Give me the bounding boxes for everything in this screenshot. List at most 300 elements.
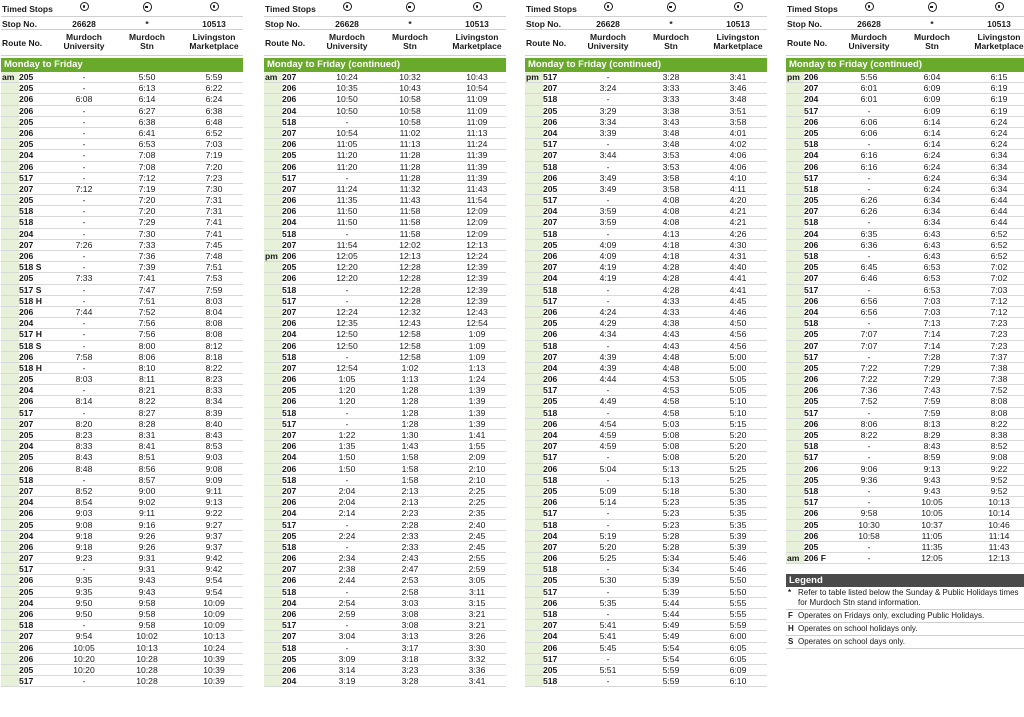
trip-row — [786, 475, 1024, 486]
timed-stops-label: Timed Stops — [265, 4, 316, 14]
stop-number: * — [930, 19, 934, 29]
period-gutter — [1, 587, 19, 597]
period-gutter — [786, 195, 804, 205]
murdoch-stn-time: 9:31 — [138, 553, 156, 564]
livingston-marketplace-time: 9:42 — [205, 553, 223, 564]
trip-row — [1, 128, 243, 139]
murdoch-stn-time: 5:23 — [662, 508, 680, 519]
trip-row — [525, 676, 767, 687]
period-gutter — [1, 352, 19, 362]
route-number: 206 — [543, 306, 558, 317]
period-gutter — [264, 531, 282, 541]
period-gutter — [1, 385, 19, 395]
livingston-marketplace-time: 7:31 — [205, 206, 223, 217]
livingston-marketplace-time: 1:09 — [468, 329, 486, 340]
murdoch-stn-time: 5:18 — [662, 485, 680, 496]
murdoch-stn-time: 4:28 — [662, 262, 680, 273]
period-gutter — [1, 497, 19, 507]
murdoch-university-time: 8:22 — [860, 430, 878, 440]
route-number: 206 — [19, 463, 34, 474]
route-number: 206 — [282, 575, 297, 586]
trip-row — [264, 195, 506, 206]
murdoch-university-time: - — [345, 295, 349, 306]
murdoch-stn-time: 5:34 — [662, 564, 680, 575]
period-gutter — [786, 464, 804, 474]
murdoch-stn-time: 10:13 — [136, 642, 158, 653]
trip-row — [786, 117, 1024, 128]
route-number: 206 — [804, 508, 819, 519]
trip-row — [525, 296, 767, 307]
trip-row — [264, 307, 506, 318]
route-number: 206 — [19, 306, 34, 317]
murdoch-stn-time: 9:43 — [138, 586, 156, 597]
murdoch-stn-time: 7:03 — [923, 306, 941, 317]
route-number: 205 — [19, 664, 34, 675]
murdoch-university-time: 10:30 — [858, 519, 880, 530]
route-number: 204 — [543, 430, 558, 440]
livingston-marketplace-time: 1:41 — [468, 430, 486, 440]
period-gutter — [1, 620, 19, 630]
livingston-marketplace-time: 3:21 — [468, 609, 486, 619]
murdoch-university-time: - — [867, 553, 871, 564]
murdoch-university-time: - — [345, 228, 349, 239]
murdoch-university-time: 3:19 — [338, 676, 356, 687]
livingston-marketplace-time: 2:59 — [468, 564, 486, 575]
murdoch-university-time: - — [867, 541, 871, 552]
murdoch-university-time: 9:35 — [75, 586, 93, 597]
murdoch-stn-time: 7:52 — [138, 306, 156, 317]
bus-stop-icon — [210, 2, 219, 11]
livingston-marketplace-time: 7:02 — [990, 262, 1008, 273]
livingston-marketplace-time: 5:59 — [729, 620, 747, 631]
trip-row — [264, 464, 506, 475]
murdoch-stn-time: 9:58 — [138, 609, 156, 619]
trip-row — [1, 374, 243, 385]
murdoch-stn-time: 12:13 — [399, 251, 421, 261]
trip-row — [786, 329, 1024, 340]
livingston-marketplace-time: 7:20 — [205, 161, 223, 172]
murdoch-stn-time: 10:58 — [399, 116, 421, 127]
murdoch-university-time: 12:35 — [336, 318, 358, 329]
murdoch-university-time: 6:35 — [860, 228, 878, 239]
murdoch-university-time: - — [82, 474, 86, 485]
murdoch-university-time: - — [606, 676, 610, 687]
trip-row — [1, 643, 243, 654]
period-gutter — [1, 408, 19, 418]
murdoch-university-time: - — [82, 83, 86, 94]
livingston-marketplace-time: 6:19 — [990, 105, 1008, 116]
livingston-marketplace-time: 10:13 — [203, 631, 225, 642]
murdoch-stn-time: 5:50 — [138, 72, 156, 82]
trip-row — [786, 229, 1024, 240]
murdoch-stn-time: 2:53 — [401, 575, 419, 586]
trip-row — [786, 195, 1024, 206]
trip-row — [264, 676, 506, 687]
murdoch-university-time: 2:44 — [338, 575, 356, 586]
trip-row — [525, 475, 767, 486]
murdoch-university-time: 6:26 — [860, 206, 878, 217]
murdoch-stn-time: 6:24 — [923, 183, 941, 194]
murdoch-stn-time: 3:17 — [401, 642, 419, 653]
route-number: 206 — [804, 295, 819, 306]
period-gutter — [1, 419, 19, 429]
murdoch-stn-time: 6:09 — [923, 105, 941, 116]
murdoch-university-time: - — [345, 519, 349, 530]
trip-row — [525, 341, 767, 352]
period-gutter — [525, 452, 543, 462]
livingston-marketplace-time: 6:09 — [729, 664, 747, 675]
livingston-marketplace-time: 3:26 — [468, 631, 486, 642]
route-number: 206 — [19, 351, 34, 362]
livingston-marketplace-time: 5:15 — [729, 418, 747, 429]
murdoch-university-time: 9:50 — [75, 597, 93, 608]
livingston-marketplace-time: 12:54 — [466, 318, 488, 329]
murdoch-stn-time: 5:08 — [662, 452, 680, 463]
trip-row — [1, 564, 243, 575]
livingston-marketplace-time: 6:24 — [990, 127, 1008, 138]
livingston-marketplace-time: 2:10 — [468, 463, 486, 474]
murdoch-stn-time: 2:58 — [401, 586, 419, 597]
period-gutter — [1, 598, 19, 608]
murdoch-stn-time: 4:58 — [662, 396, 680, 407]
route-number: 517 — [282, 519, 297, 530]
livingston-marketplace-time: 10:54 — [466, 83, 488, 94]
period-gutter — [264, 162, 282, 172]
murdoch-university-time: - — [345, 172, 349, 183]
trip-row — [525, 329, 767, 340]
murdoch-university-time: 1:20 — [338, 385, 356, 396]
route-number: 518 — [804, 183, 819, 194]
livingston-marketplace-time: 8:08 — [990, 407, 1008, 418]
route-number: 206 — [282, 83, 297, 94]
livingston-marketplace-time: 3:30 — [468, 642, 486, 653]
murdoch-stn-time: 10:05 — [921, 508, 943, 519]
period-gutter — [264, 475, 282, 485]
murdoch-university-time: - — [345, 620, 349, 631]
livingston-marketplace-time: 8:40 — [205, 418, 223, 429]
route-number: 517 — [19, 407, 34, 418]
period-gutter — [786, 408, 804, 418]
route-number: 204 — [19, 150, 34, 161]
period-gutter — [264, 419, 282, 429]
livingston-marketplace-time: 5:35 — [729, 519, 747, 530]
livingston-marketplace-time: 4:01 — [729, 127, 747, 138]
route-number: 207 — [543, 351, 558, 362]
livingston-marketplace-time: 6:52 — [990, 251, 1008, 261]
trip-row — [786, 452, 1024, 463]
period-gutter — [264, 441, 282, 451]
period-gutter — [525, 374, 543, 384]
livingston-marketplace-time: 4:56 — [729, 329, 747, 340]
trip-row — [264, 531, 506, 542]
trip-row — [264, 553, 506, 564]
route-number: 517 — [543, 586, 558, 597]
murdoch-stn-time: 3:53 — [662, 161, 680, 172]
period-gutter — [1, 273, 19, 283]
trip-row — [525, 643, 767, 654]
route-number: 518 — [282, 228, 297, 239]
period-gutter — [786, 262, 804, 272]
period-gutter — [525, 508, 543, 518]
route-number: 205 — [19, 72, 34, 82]
murdoch-stn-time: 6:53 — [923, 262, 941, 273]
trip-row — [264, 598, 506, 609]
murdoch-stn-time: 3:08 — [401, 620, 419, 631]
livingston-marketplace-time: 5:00 — [729, 362, 747, 373]
murdoch-stn-time: 2:23 — [401, 508, 419, 519]
murdoch-university-time: 7:22 — [860, 362, 878, 373]
route-number: 207 — [543, 217, 558, 228]
murdoch-university-time: 9:35 — [75, 575, 93, 586]
murdoch-stn-time: 10:58 — [399, 94, 421, 105]
livingston-marketplace-time: 7:12 — [990, 306, 1008, 317]
trip-row — [1, 139, 243, 150]
route-number: 517 S — [19, 284, 42, 295]
livingston-marketplace-time: 9:22 — [205, 508, 223, 519]
period-gutter — [1, 643, 19, 653]
period-gutter — [264, 363, 282, 373]
livingston-marketplace-time: 2:55 — [468, 553, 486, 564]
trip-row — [525, 307, 767, 318]
trip-row — [525, 72, 767, 83]
period-gutter — [1, 229, 19, 239]
murdoch-university-time: 9:23 — [75, 553, 93, 564]
murdoch-stn-time: 3:48 — [662, 139, 680, 150]
trip-row — [264, 430, 506, 441]
period-gutter — [1, 430, 19, 440]
murdoch-university-time: - — [867, 407, 871, 418]
trip-row — [1, 195, 243, 206]
period-gutter — [1, 150, 19, 160]
murdoch-stn-time: 4:08 — [662, 217, 680, 228]
murdoch-university-time: 4:59 — [599, 430, 617, 440]
period-gutter — [525, 475, 543, 485]
murdoch-university-time: 2:59 — [338, 609, 356, 619]
period-gutter — [1, 162, 19, 172]
livingston-marketplace-time: 3:05 — [468, 575, 486, 586]
trip-row — [1, 251, 243, 262]
trip-row — [786, 139, 1024, 150]
livingston-marketplace-time: 4:31 — [729, 251, 747, 261]
bus-stop-icon — [995, 2, 1004, 11]
period-gutter — [786, 173, 804, 183]
murdoch-stn-time: 11:35 — [921, 541, 943, 552]
trip-row — [786, 262, 1024, 273]
murdoch-university-time: - — [82, 206, 86, 217]
murdoch-stn-time: 6:09 — [923, 83, 941, 94]
murdoch-stn-time: 4:08 — [662, 206, 680, 217]
route-number: 207 — [543, 441, 558, 452]
stop-name: Murdoch Stn — [653, 32, 689, 51]
trip-row — [525, 106, 767, 117]
trip-row — [264, 396, 506, 407]
route-number: 204 — [543, 530, 558, 541]
period-gutter — [1, 531, 19, 541]
livingston-marketplace-time: 12:09 — [466, 217, 488, 228]
route-number: 204 — [19, 385, 34, 396]
trip-row — [786, 508, 1024, 519]
murdoch-stn-time: 4:08 — [662, 195, 680, 206]
livingston-marketplace-time: 7:48 — [205, 251, 223, 261]
period-gutter — [1, 329, 19, 339]
stop-name: Murdoch Stn — [914, 32, 950, 51]
livingston-marketplace-time: 9:37 — [205, 541, 223, 552]
route-number: 518 S — [19, 262, 42, 273]
trip-row — [264, 643, 506, 654]
route-number: 517 — [543, 72, 558, 82]
period-gutter — [525, 341, 543, 351]
murdoch-stn-time: 8:11 — [138, 374, 156, 385]
trip-row — [786, 419, 1024, 430]
trip-row — [525, 486, 767, 497]
livingston-marketplace-time: 2:25 — [468, 485, 486, 496]
murdoch-stn-time: 8:06 — [138, 351, 156, 362]
livingston-marketplace-time: 9:42 — [205, 564, 223, 575]
route-number: 205 — [19, 452, 34, 463]
period-gutter — [525, 676, 543, 686]
livingston-marketplace-time: 5:25 — [729, 474, 747, 485]
murdoch-stn-time: 3:28 — [662, 72, 680, 82]
livingston-marketplace-time: 1:39 — [468, 396, 486, 407]
period-gutter — [264, 217, 282, 227]
trip-row — [525, 150, 767, 161]
route-number: 517 — [804, 284, 819, 295]
murdoch-university-time: 2:04 — [338, 485, 356, 496]
trip-row — [786, 72, 1024, 83]
murdoch-stn-time: 3:13 — [401, 631, 419, 642]
livingston-marketplace-time: 7:31 — [205, 195, 223, 206]
livingston-marketplace-time: 5:46 — [729, 564, 747, 575]
trip-row — [1, 497, 243, 508]
train-station-icon — [143, 2, 152, 12]
trip-row — [525, 374, 767, 385]
livingston-marketplace-time: 8:08 — [990, 396, 1008, 407]
route-number: 517 — [543, 385, 558, 396]
murdoch-university-time: - — [606, 519, 610, 530]
route-number: 207 — [804, 273, 819, 284]
livingston-marketplace-time: 1:39 — [468, 418, 486, 429]
murdoch-stn-time: 11:58 — [399, 217, 421, 228]
murdoch-university-time: 3:59 — [599, 206, 617, 217]
murdoch-stn-time: 6:14 — [923, 116, 941, 127]
period-gutter — [1, 475, 19, 485]
trip-row — [525, 654, 767, 665]
trip-row — [1, 162, 243, 173]
murdoch-stn-time: 8:29 — [923, 430, 941, 440]
period-gutter — [786, 430, 804, 440]
route-number: 206 — [19, 541, 34, 552]
route-number: 204 — [543, 127, 558, 138]
trip-row — [1, 106, 243, 117]
murdoch-university-time: - — [606, 508, 610, 519]
route-number: 207 — [282, 430, 297, 440]
route-number: 517 — [543, 452, 558, 463]
route-number: 205 — [804, 362, 819, 373]
trip-row — [786, 542, 1024, 553]
period-gutter — [264, 173, 282, 183]
murdoch-stn-time: 6:14 — [923, 139, 941, 150]
livingston-marketplace-time: 5:05 — [729, 385, 747, 396]
murdoch-stn-time: 6:43 — [923, 228, 941, 239]
murdoch-stn-time: 7:12 — [138, 172, 156, 183]
livingston-marketplace-time: 7:02 — [990, 273, 1008, 284]
murdoch-university-time: - — [82, 564, 86, 575]
murdoch-stn-time: 9:26 — [138, 541, 156, 552]
murdoch-university-time: 11:50 — [336, 206, 358, 217]
trip-row — [1, 676, 243, 687]
livingston-marketplace-time: 5:46 — [729, 553, 747, 564]
route-number: 518 — [282, 284, 297, 295]
period-gutter — [786, 475, 804, 485]
period-gutter — [786, 240, 804, 250]
trip-row — [1, 464, 243, 475]
trip-row — [525, 452, 767, 463]
trip-row — [525, 464, 767, 475]
murdoch-stn-time: 1:28 — [401, 385, 419, 396]
trip-row — [786, 441, 1024, 452]
murdoch-university-time: 6:45 — [860, 262, 878, 273]
stop-number: * — [669, 19, 673, 29]
route-number: 518 — [543, 407, 558, 418]
route-number: 206 — [543, 597, 558, 608]
route-number: 518 — [282, 586, 297, 597]
period-gutter — [264, 128, 282, 138]
livingston-marketplace-time: 8:12 — [205, 340, 223, 351]
livingston-marketplace-time: 7:38 — [990, 362, 1008, 373]
period-gutter — [786, 374, 804, 384]
murdoch-stn-time: 1:58 — [401, 463, 419, 474]
murdoch-stn-time: 8:51 — [138, 452, 156, 463]
livingston-marketplace-time: 12:39 — [466, 273, 488, 284]
period-gutter — [1, 128, 19, 138]
murdoch-stn-time: 9:43 — [923, 474, 941, 485]
livingston-marketplace-time: 6:44 — [990, 195, 1008, 206]
murdoch-university-time: - — [867, 217, 871, 228]
murdoch-stn-time: 5:54 — [662, 642, 680, 653]
murdoch-stn-time: 4:18 — [662, 239, 680, 250]
route-number: 205 — [543, 183, 558, 194]
livingston-marketplace-time: 5:50 — [729, 586, 747, 597]
period-gutter — [264, 206, 282, 216]
murdoch-stn-time: 11:58 — [399, 228, 421, 239]
murdoch-stn-time: 7:39 — [138, 262, 156, 273]
livingston-marketplace-time: 5:20 — [729, 441, 747, 452]
livingston-marketplace-time: 10:09 — [203, 620, 225, 631]
period-gutter — [1, 452, 19, 462]
period-gutter — [525, 643, 543, 653]
route-number: 207 — [19, 239, 34, 250]
livingston-marketplace-time: 7:12 — [990, 295, 1008, 306]
period-gutter — [264, 665, 282, 675]
trip-row — [264, 475, 506, 486]
period-gutter — [264, 464, 282, 474]
murdoch-university-time: 2:38 — [338, 564, 356, 575]
route-number: 206 — [282, 463, 297, 474]
murdoch-university-time: 6:06 — [860, 116, 878, 127]
trip-row — [525, 665, 767, 676]
murdoch-stn-time: 5:39 — [662, 575, 680, 586]
period-gutter — [786, 452, 804, 462]
route-number: 207 — [19, 183, 34, 194]
murdoch-stn-time: 8:31 — [138, 430, 156, 440]
period-gutter — [264, 352, 282, 362]
murdoch-university-time: 3:09 — [338, 653, 356, 664]
murdoch-stn-time: 2:13 — [401, 497, 419, 508]
murdoch-stn-time: 8:43 — [923, 441, 941, 452]
period-gutter — [264, 587, 282, 597]
murdoch-university-time: - — [82, 407, 86, 418]
trip-row — [525, 83, 767, 94]
